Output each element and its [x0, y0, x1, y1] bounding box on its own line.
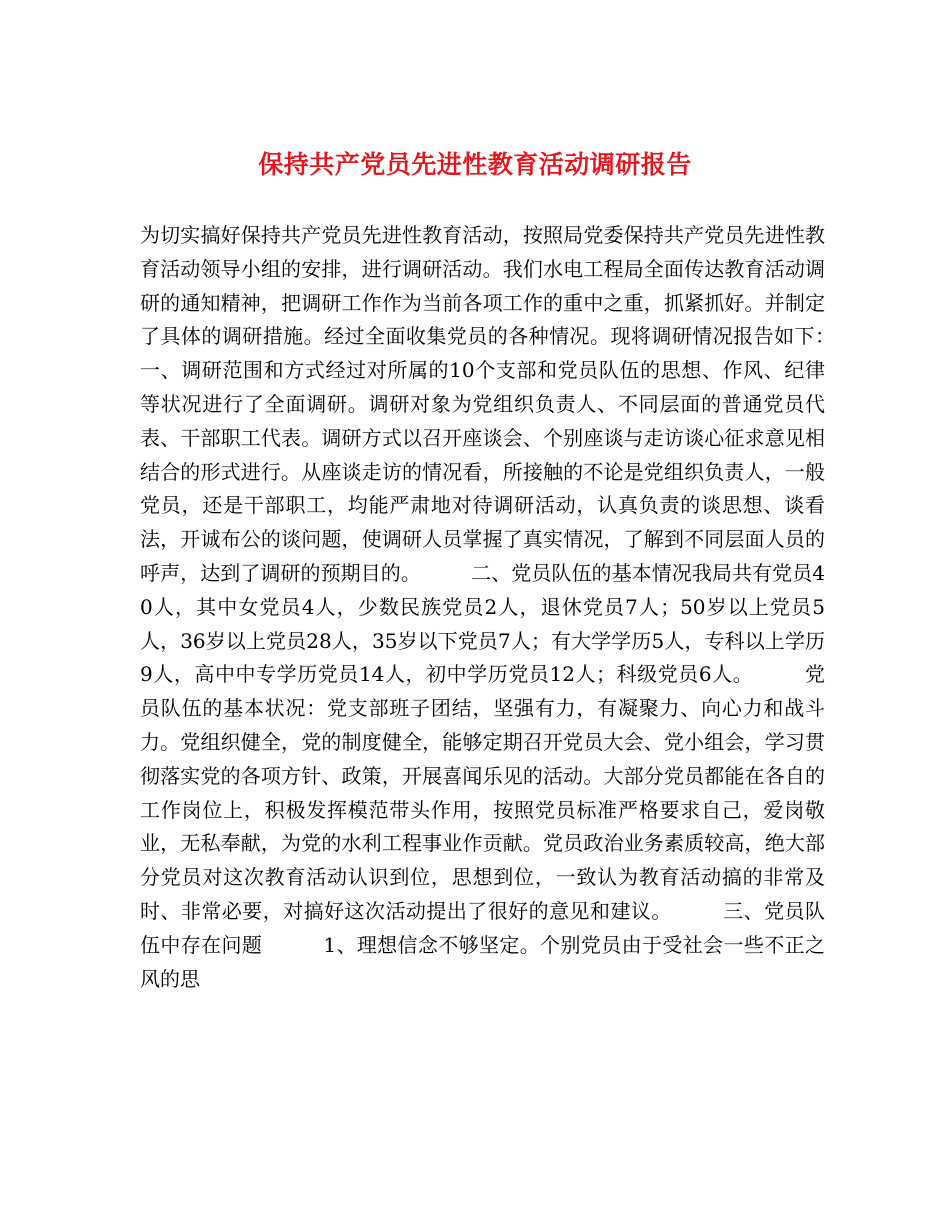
document-title: 保持共产党员先进性教育活动调研报告 [258, 149, 692, 179]
document-body: 为切实搞好保持共产党员先进性教育活动，按照局党委保持共产党员先进性教育活动领导小组的安排，进行调研活动。我们水电工程局全面传达教育活动调研的通知精神，把调研工作作为当前各项工作的重中之重，抓紧抓好。并制定了具体的调研措施。经过全面收集党员的各种情况。现将调研情况报告如下： 一、调研范围和方式经过对所属的10个支部和党员队伍的思想、作风、纪律等状况进行了全面调研。调研对象为党组织负责人、不同层面的普通党员代表、干部职工代表。调研方式以召开座谈会、个别座谈与走访谈心征求意见相结合的形式进行。从座谈走访的情况看，所接触的不论是党组织负责人，一般党员，还是干部职工，均能严肃地对待调研活动，认真负责的谈思想、谈看法，开诚布公的谈问题，使调研人员掌握了真实情况，了解到不同层面人员的呼声，达到了调研的预期目的。 二、党员队伍的基本情况我局共有党员40人，其中女党员4人，少数民族党员2人，退休党员7人；50岁以上党员5人，36岁以上党员28人，35岁以下党员7人；有大学学历5人，专科以上学历9人，高中中专学历党员14人，初中学历党员12人；科级党员6人。 党员队伍的基本状况：党支部班子团结，坚强有力，有凝聚力、向心力和战斗力。党组织健全，党的制度健全，能够定期召开党员大会、党小组会，学习贯彻落实党的各项方针、政策，开展喜闻乐见的活动。大部分党员都能在各自的工作岗位上，积极发挥模范带头作用，按照党员标准严格要求自己，爱岗敬业，无私奉献，为党的水利工程事业作贡献。党员政治业务素质较高，绝大部分党员对这次教育活动认识到位，思想到位，一致认为教育活动搞的非常及时、非常必要，对搞好这次活动提出了很好的意见和建议。 三、党员队伍中存在问题 1、理想信念不够坚定。个别党员由于受社会一些不正之风的思 [140, 223, 885, 991]
